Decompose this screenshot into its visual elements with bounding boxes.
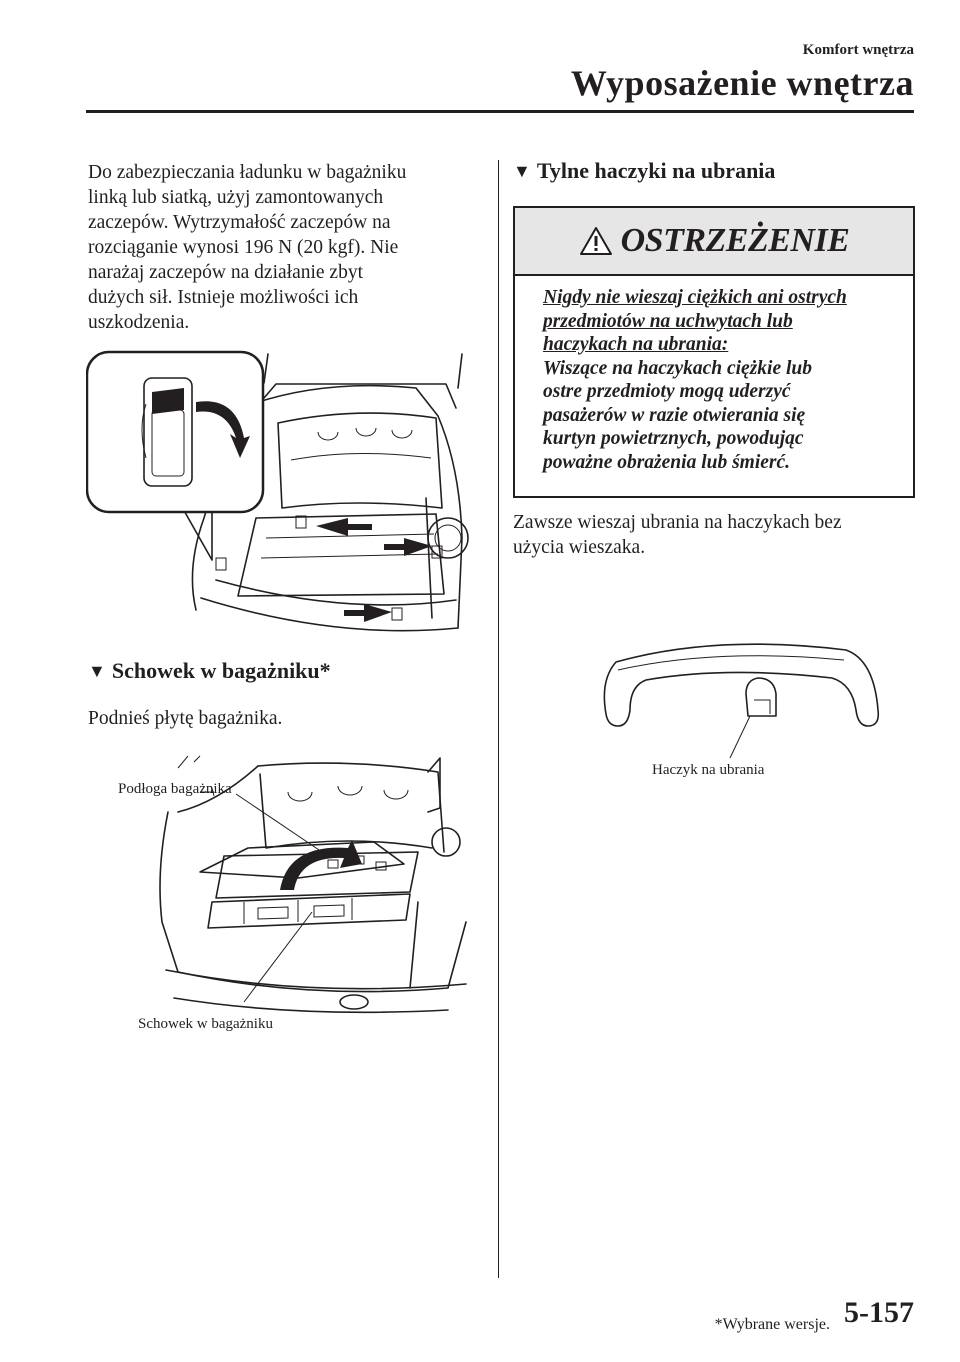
text-line: zaczepów. Wytrzymałość zaczepów na bbox=[88, 212, 391, 233]
page-title: Wyposażenie wnętrza bbox=[570, 63, 914, 103]
text-line: użycia wieszaka. bbox=[513, 537, 646, 558]
warning-line: Nigdy nie wieszaj ciężkich ani ostrych bbox=[543, 287, 847, 308]
text-line: dużych sił. Istnieje możliwości ich bbox=[88, 287, 359, 308]
hook-caption: Haczyk na ubrania bbox=[652, 762, 765, 778]
cargo-hooks-illustration bbox=[86, 348, 474, 640]
warning-header bbox=[515, 208, 913, 276]
warning-title: OSTRZEŻENIE bbox=[620, 222, 850, 259]
hooks-paragraph bbox=[513, 510, 913, 560]
warning-box bbox=[513, 206, 915, 498]
warning-body bbox=[515, 276, 913, 474]
text-line: narażaj zaczepów na działanie zbyt bbox=[88, 262, 363, 283]
hooks-heading-text: Tylne haczyki na ubrania bbox=[536, 158, 776, 183]
triangle-bullet-icon: ▼ bbox=[88, 660, 106, 681]
header-divider bbox=[86, 110, 914, 113]
warning-triangle-icon bbox=[579, 226, 613, 256]
warning-line: przedmiotów na uchwytach lub bbox=[543, 310, 793, 332]
text-line: uszkodzenia. bbox=[88, 312, 190, 333]
warning-line: Wiszące na haczykach ciężkie lub bbox=[543, 357, 813, 379]
section-label: Komfort wnętrza bbox=[802, 42, 914, 58]
text-line: Do zabezpieczania ładunku w bagażniku bbox=[88, 162, 407, 183]
page-number: 5-157 bbox=[844, 1296, 914, 1329]
column-divider bbox=[498, 160, 499, 1278]
hooks-heading bbox=[513, 158, 775, 184]
storage-heading-text: Schowek w bagażniku* bbox=[111, 658, 331, 683]
triangle-bullet-icon: ▼ bbox=[513, 160, 531, 181]
footer-note: *Wybrane wersje. bbox=[714, 1316, 830, 1333]
storage-heading bbox=[88, 658, 331, 684]
warning-line: ostre przedmioty mogą uderzyć bbox=[543, 381, 791, 402]
warning-line: haczykach na ubrania: bbox=[543, 334, 729, 355]
intro-paragraph bbox=[88, 160, 490, 335]
text-line: linką lub siatką, użyj zamontowanych bbox=[88, 187, 384, 208]
storage-box-caption: Schowek w bagażniku bbox=[138, 1016, 273, 1032]
warning-line: poważne obrażenia lub śmierć. bbox=[543, 451, 791, 473]
text-line: Zawsze wieszaj ubrania na haczykach bez bbox=[513, 512, 842, 533]
warning-line: kurtyn powietrznych, powodując bbox=[543, 428, 804, 449]
floor-caption: Podłoga bagażnika bbox=[118, 781, 232, 797]
text-line: rozciąganie wynosi 196 N (20 kgf). Nie bbox=[88, 237, 399, 258]
warning-line: pasażerów w razie otwierania się bbox=[543, 404, 806, 426]
storage-paragraph: Podnieś płytę bagażnika. bbox=[88, 708, 283, 729]
coat-hook-illustration bbox=[596, 640, 886, 764]
